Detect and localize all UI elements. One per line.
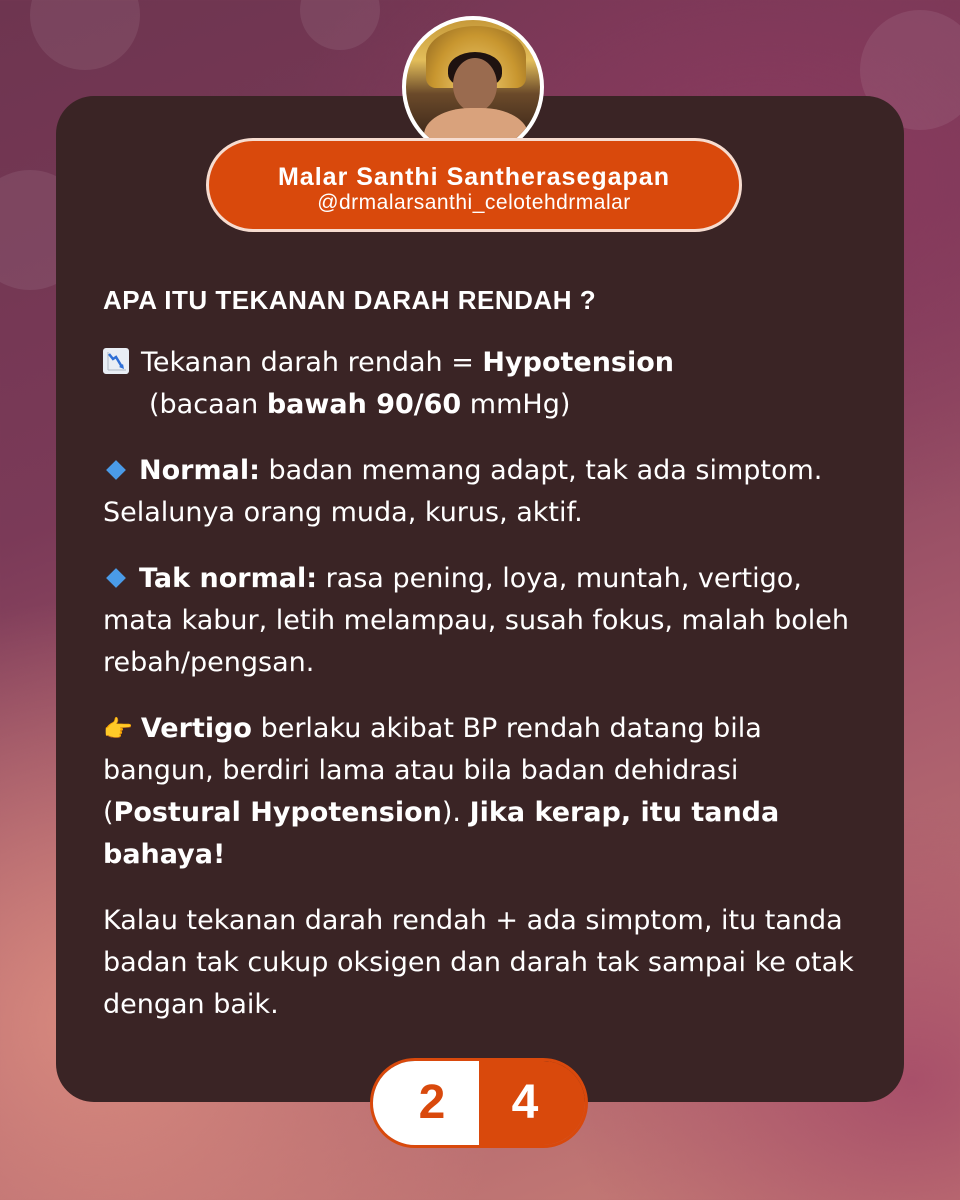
p1-text3: mmHg) [461,389,571,420]
blue-diamond-icon [106,460,126,480]
p4-bold2: Postural Hypotension [113,797,442,828]
p1-bold: Hypotension [482,347,675,378]
profile-avatar [402,16,544,158]
p2-text: badan memang adapt, tak ada simptom. Selalunya orang muda, kurus, aktif. [103,455,823,528]
paragraph-hypotension [103,342,863,426]
bokeh-decoration [30,0,140,70]
profile-name: Malar Santhi Santherasegapan [277,163,670,191]
p4-bold1: Vertigo [140,713,252,744]
p3-text: rasa pening, loya, muntah, vertigo, mata kabur, letih melampau, susah fokus, malah boleh rebah/pengsan. [103,563,850,678]
paragraph-normal [103,450,863,534]
chart-decreasing-icon [103,348,129,374]
p4-text2: ). [441,797,470,828]
blue-diamond-icon [106,568,126,588]
profile-handle: @drmalarsanthi_celotehdrmalar [317,191,631,214]
paragraph-conclusion: Kalau tekanan darah rendah + ada simptom, itu tanda badan tak cukup oksigen dan darah tak sampai ke otak dengan baik. [103,905,854,1020]
paragraph-vertigo [103,708,863,876]
page-indicator [370,1058,588,1148]
p3-bold: Tak normal: [139,563,318,594]
p1-bold2: bawah 90/60 [266,389,462,420]
p1-text: Tekanan darah rendah = [141,347,483,378]
p2-bold: Normal: [139,455,260,486]
profile-name-badge [206,138,742,232]
total-pages: 4 [479,1061,585,1145]
p1-text2: (bacaan [149,389,267,420]
page-title: APA ITU TEKANAN DARAH RENDAH ? [103,285,597,315]
post-content [103,282,863,1050]
current-page: 2 [373,1061,479,1145]
paragraph-abnormal [103,558,863,684]
p4-text1: berlaku akibat BP rendah datang bila bangun, berdiri lama atau bila badan dehidrasi ( [103,713,762,828]
pointing-hand-icon: 👉 [103,715,133,743]
bokeh-decoration [300,0,380,50]
p4-bold3: Jika kerap, itu tanda bahaya! [103,797,780,870]
